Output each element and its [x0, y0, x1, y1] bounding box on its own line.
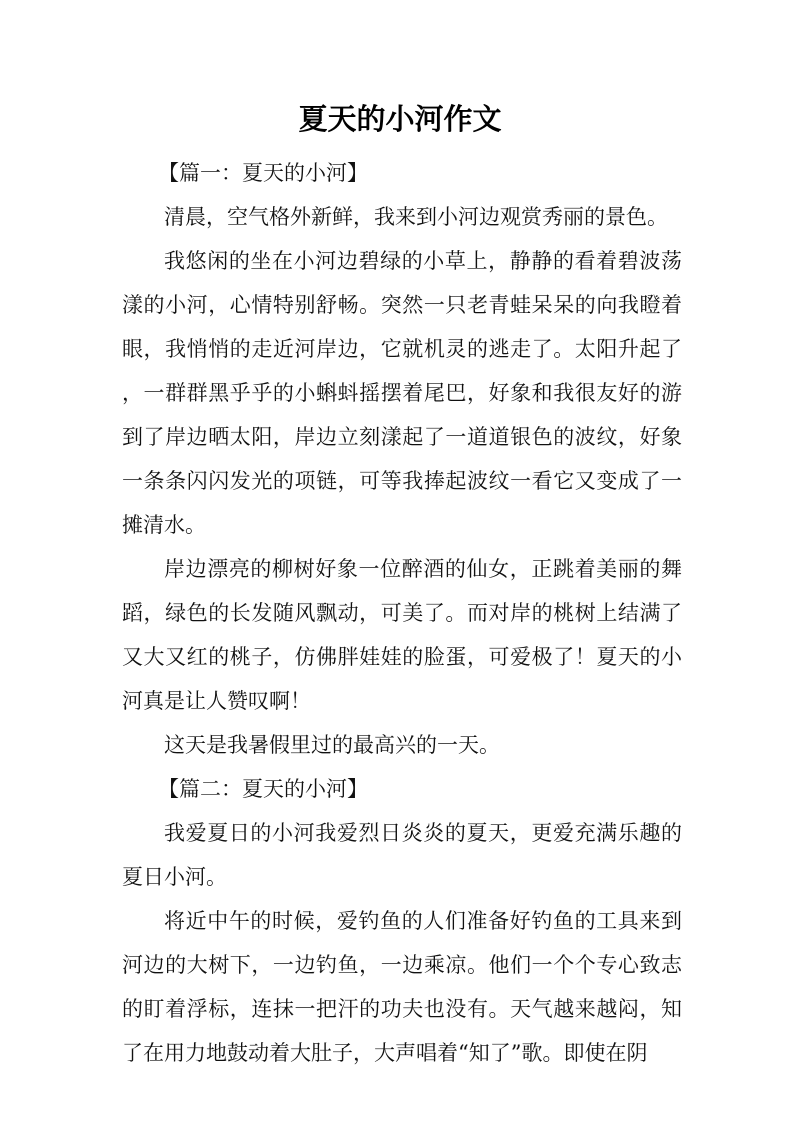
paragraph: 我爱夏日的小河我爱烈日炎炎的夏天，更爱充满乐趣的夏日小河。 [122, 821, 682, 889]
paragraph: 将近中午的时候，爱钓鱼的人们准备好钓鱼的工具来到河边的大树下，一边钓鱼，一边乘凉。他们一个个专心致志的盯着浮标，连抹一把汗的功夫也没有。天气越来越闷，知了在用力地鼓动着大肚子，大声唱着“知了”歌。即使在阴 [122, 909, 682, 1065]
paragraph: 我悠闲的坐在小河边碧绿的小草上，静静的看着碧波荡漾的小河，心情特别舒畅。突然一只老青蛙呆呆的向我瞪着眼，我悄悄的走近河岸边，它就机灵的逃走了。太阳升起了，一群群黑乎乎的小蝌蚪摇摆着尾巴，好象和我很友好的游到了岸边晒太阳，岸边立刻漾起了一道道银色的波纹，好象一条条闪闪发光的项链，可等我捧起波纹一看它又变成了一摊清水。 [122, 249, 682, 537]
document-title: 夏天的小河作文 [298, 102, 502, 136]
paragraph: 这天是我暑假里过的最高兴的一天。 [164, 733, 500, 757]
document-body [122, 151, 682, 1075]
paragraph: 岸边漂亮的柳树好象一位醉酒的仙女，正跳着美丽的舞蹈，绿色的长发随风飘动，可美了。而对岸的桃树上结满了又大又红的桃子，仿佛胖娃娃的脸蛋，可爱极了！夏天的小河真是让人赞叹啊！ [122, 557, 682, 713]
section-heading-1: 【篇一：夏天的小河】 [158, 161, 368, 185]
section-heading-2: 【篇二：夏天的小河】 [158, 777, 368, 801]
paragraph: 清晨，空气格外新鲜，我来到小河边观赏秀丽的景色。 [164, 205, 668, 229]
